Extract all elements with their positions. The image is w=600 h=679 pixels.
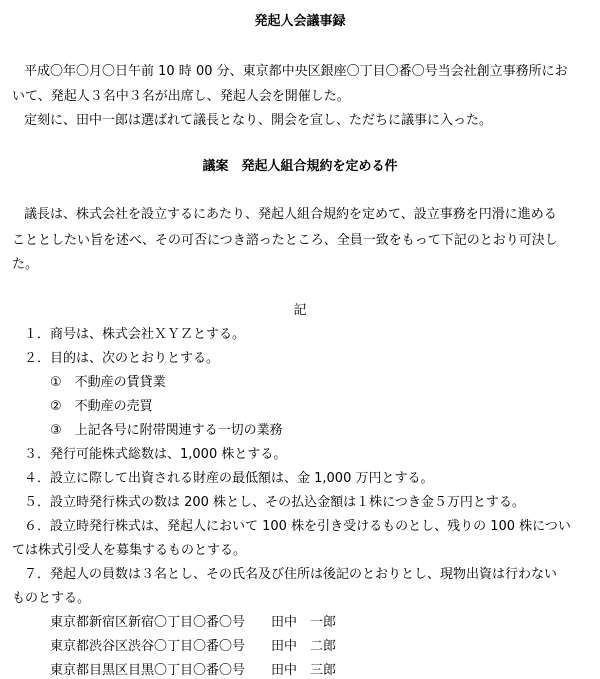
opening-line-2: いて、発起人３名中３名が出席し、発起人会を開催した。 [12, 89, 350, 104]
opening-line-3: 定刻に、田中一郎は選ばれて議長となり、開会を宣し、ただちに議事に入った。 [24, 113, 493, 128]
item-2: ２．目的は、次のとおりとする。 [24, 351, 220, 366]
document-title: 発起人会議事録 [254, 14, 346, 29]
founder-name: 田中 一郎 [271, 615, 337, 630]
founder-1 [50, 615, 336, 631]
founder-address: 東京都新宿区新宿〇丁目〇番〇号 [50, 615, 246, 630]
founder-3 [50, 663, 336, 679]
item-4: ４．設立に際して出資される財産の最低額は、金 1,000 万円とする。 [24, 471, 434, 486]
founder-address: 東京都渋谷区渋谷〇丁目〇番〇号 [50, 639, 246, 654]
ki-label: 記 [293, 303, 307, 318]
founder-name: 田中 三郎 [271, 663, 337, 678]
agenda-body-line-2: こととしたい旨を述べ、その可否につき諮ったところ、全員一致をもって下記のとおり可決し [12, 233, 558, 248]
item-7-line-2: ものとする。 [12, 591, 91, 606]
item-6-line-1: ６．設立時発行株式は、発起人において 100 株を引き受けるものとし、残りの 100 株につい [24, 519, 571, 534]
item-2-sub-3: ③ 上記各号に附帯関連する一切の業務 [50, 423, 283, 438]
item-1: １．商号は、株式会社ＸＹＺとする。 [24, 327, 246, 342]
founder-2 [50, 639, 336, 655]
opening-line-1: 平成〇年〇月〇日午前 10 時 00 分、東京都中央区銀座〇丁目〇番〇号当会社創立事務所にお [24, 64, 568, 79]
agenda-title: 議案 発起人組合規約を定める件 [202, 159, 398, 174]
item-2-sub-2: ② 不動産の売買 [50, 399, 153, 414]
item-3: ３．発行可能株式総数は、1,000 株とする。 [24, 447, 287, 462]
agenda-body-line-3: た。 [12, 257, 39, 272]
item-7-line-1: ７．発起人の員数は３名とし、その氏名及び住所は後記のとおりとし、現物出資は行わない [24, 567, 558, 582]
founder-name: 田中 二郎 [271, 639, 337, 654]
item-5: ５．設立時発行株式の数は 200 株とし、その払込金額は１株につき金５万円とする。 [24, 495, 525, 510]
item-6-line-2: ては株式引受人を募集するものとする。 [12, 543, 247, 558]
agenda-body-line-1: 議長は、株式会社を設立するにあたり、発起人組合規約を定めて、設立事務を円滑に進める [24, 207, 557, 222]
founder-address: 東京都目黒区目黒〇丁目〇番〇号 [50, 663, 246, 678]
item-2-sub-1: ① 不動産の賃貸業 [50, 375, 166, 390]
